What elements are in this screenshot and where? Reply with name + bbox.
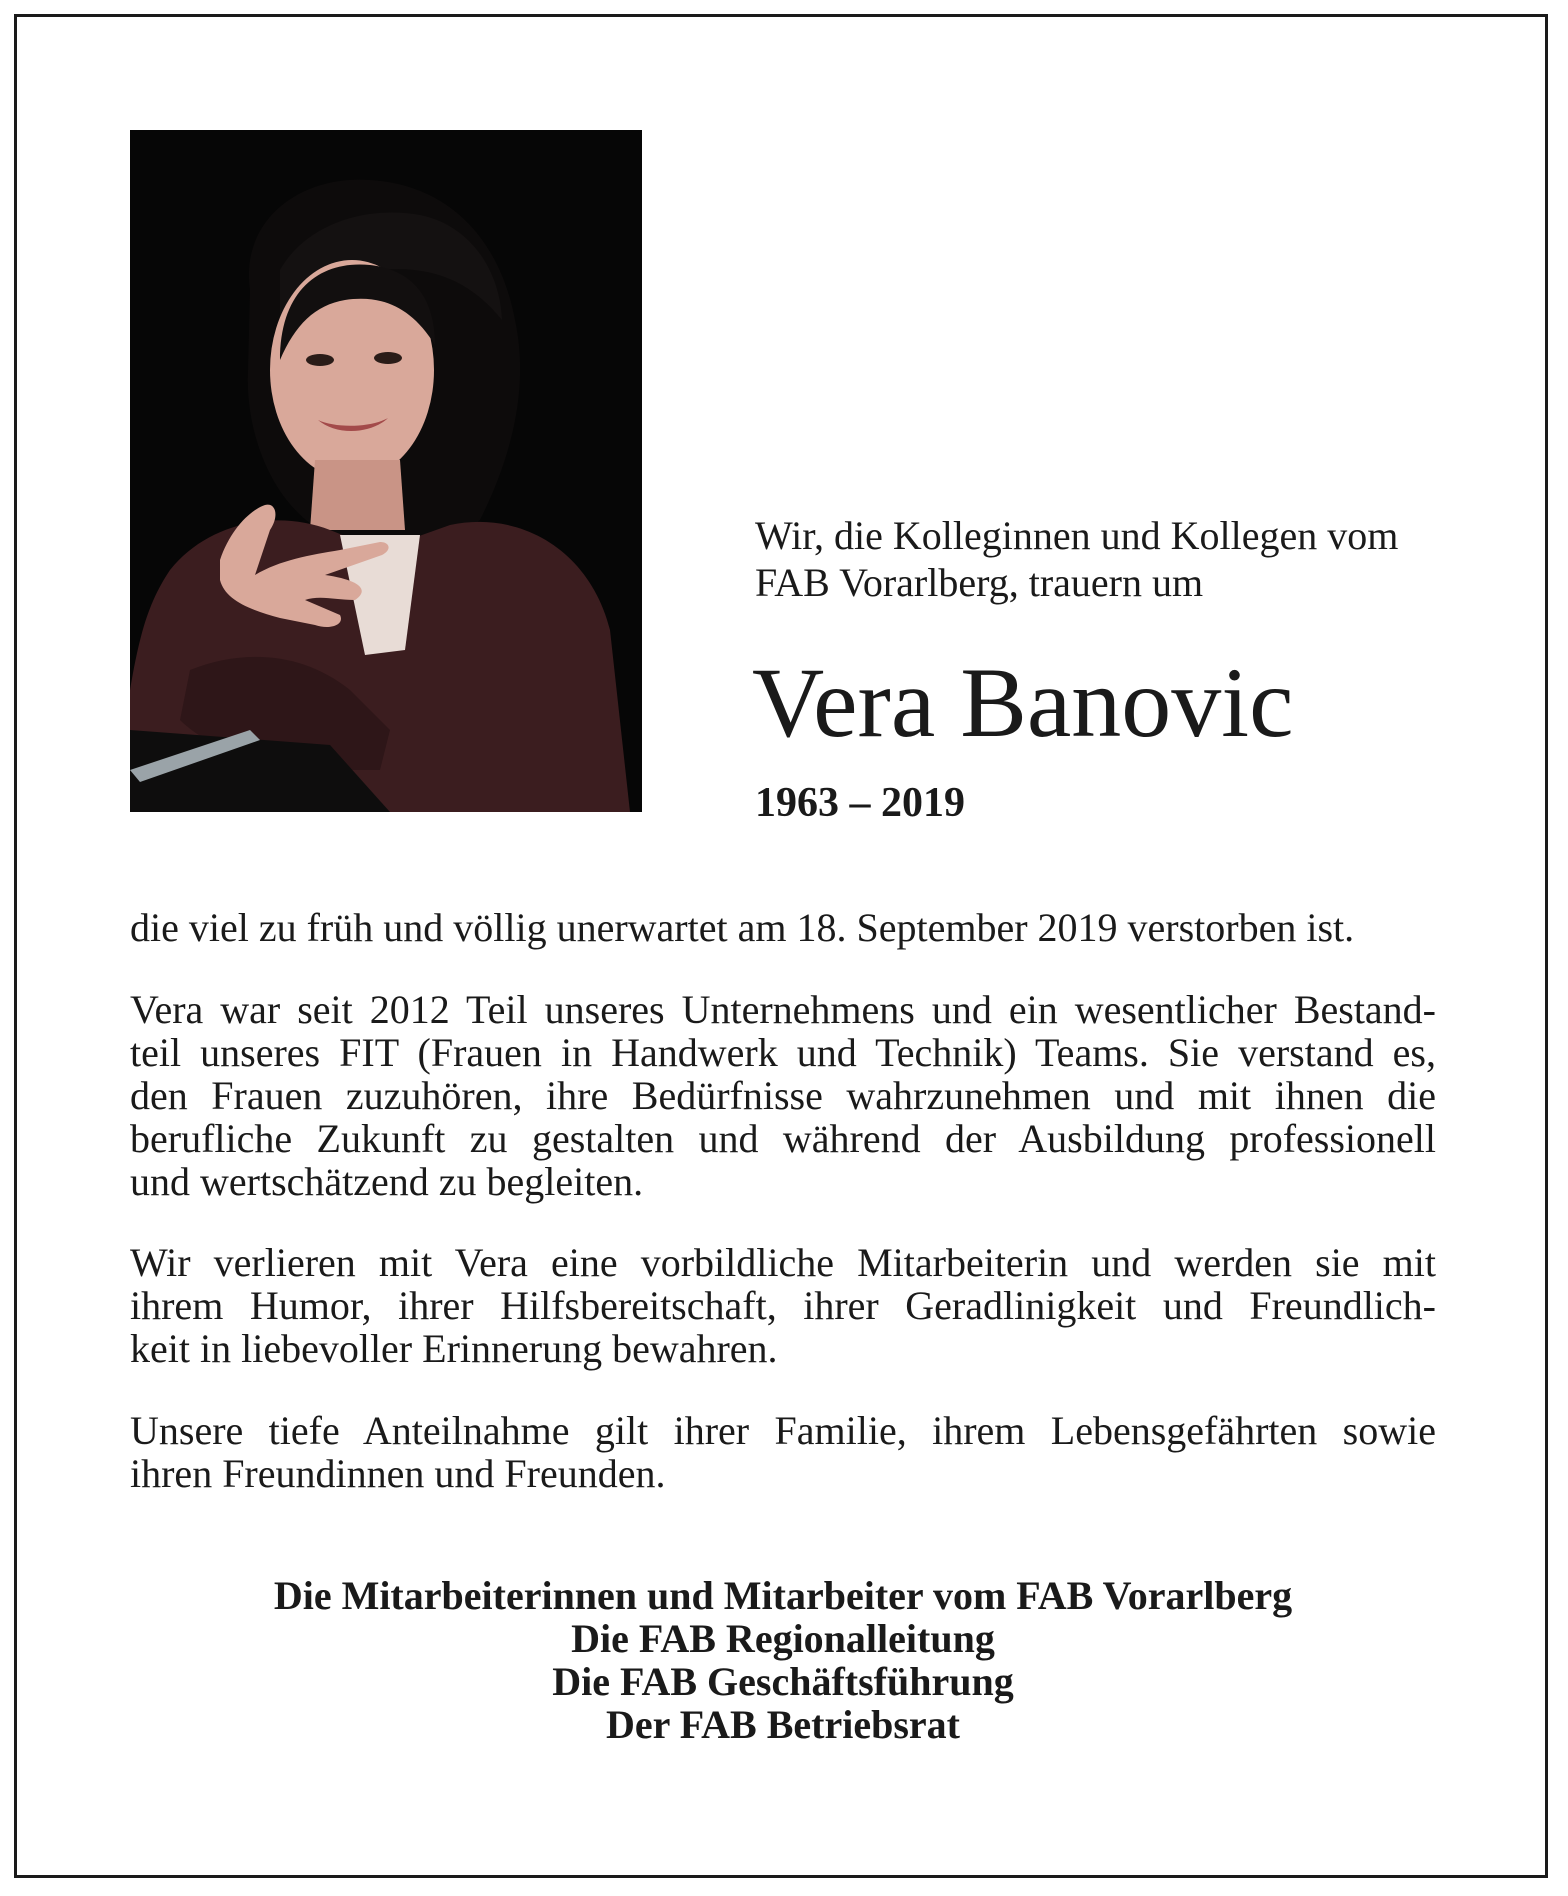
text-line: berufliche Zukunft zu gestalten und während der Ausbildung professionell [130, 1116, 1436, 1161]
text-line: und wertschätzend zu begleiten. [130, 1159, 644, 1204]
text-line: den Frauen zuzuhören, ihre Bedürfnisse wahrzunehmen und mit ihnen die [130, 1073, 1436, 1118]
signature-line: Die Mitarbeiterinnen und Mitarbeiter vom FAB Vorarlberg [273, 1573, 1293, 1618]
text-line: Vera war seit 2012 Teil unseres Unternehmens und ein wesentlicher Bestand- [130, 987, 1436, 1032]
intro-text [755, 512, 1455, 606]
signature-line: Die FAB Regionalleitung [571, 1616, 995, 1661]
text-line: ihrem Humor, ihrer Hilfsbereitschaft, ihrer Geradlinigkeit und Freundlich- [130, 1283, 1436, 1328]
text-line: ihren Freundinnen und Freunden. [130, 1451, 666, 1496]
paragraph-death-notice [130, 906, 1436, 949]
paragraph-condolences [130, 1409, 1436, 1495]
life-years: 1963 – 2019 [755, 780, 965, 826]
intro-line: FAB Vorarlberg, trauern um [755, 560, 1204, 605]
portrait-photo [130, 130, 642, 812]
text-line: keit in liebevoller Erinnerung bewahren. [130, 1326, 778, 1371]
text-line: Unsere tiefe Anteilnahme gilt ihrer Familie, ihrem Lebensgefährten sowie [130, 1408, 1436, 1453]
text-line: teil unseres FIT (Frauen in Handwerk und Technik) Teams. Sie verstand es, [130, 1030, 1436, 1075]
text-line: Wir verlieren mit Vera eine vorbildliche Mitarbeiterin und werden sie mit [130, 1240, 1436, 1285]
deceased-name: Vera Banovic [752, 647, 1294, 758]
signatures [130, 1574, 1436, 1746]
text-line: die viel zu früh und völlig unerwartet am 18. September 2019 verstorben ist. [130, 905, 1355, 950]
signature-line: Die FAB Geschäftsführung [552, 1659, 1014, 1704]
paragraph-remembrance [130, 1241, 1436, 1370]
intro-line: Wir, die Kolleginnen und Kollegen vom [755, 513, 1399, 558]
signature-line: Der FAB Betriebsrat [606, 1702, 960, 1747]
paragraph-career [130, 988, 1436, 1203]
